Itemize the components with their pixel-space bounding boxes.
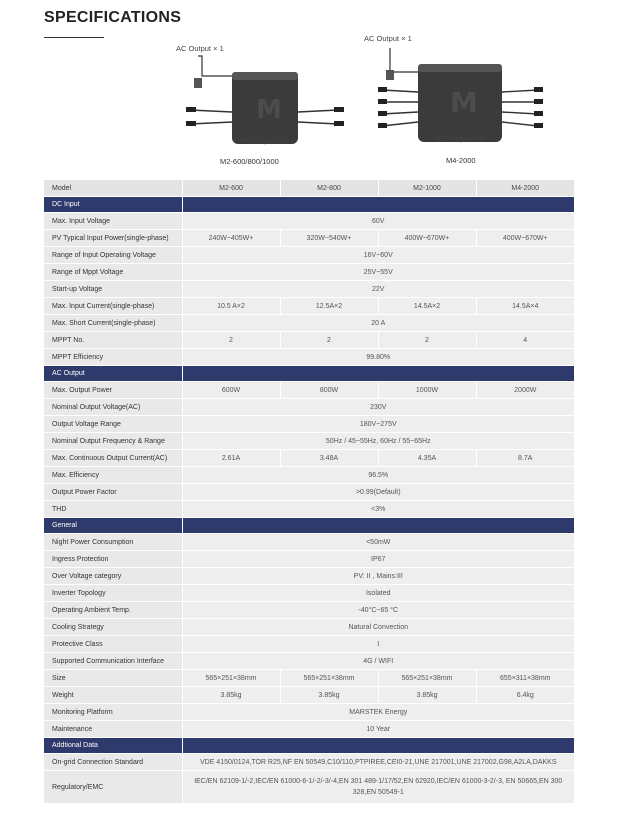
table-row — [44, 754, 574, 771]
spec-value: 25V~55V — [182, 264, 574, 281]
table-row — [44, 585, 574, 602]
spec-value: VDE 4150/0124,TOR R25,NF EN 50549,C10/110,PTPIREE,CEI0-21,UNE 217001,UNE 217002,G98,A2LA,DAKKS — [182, 754, 574, 771]
section-header — [44, 366, 574, 382]
table-row — [44, 670, 574, 687]
column-header-m2-1000: M2-1000 — [378, 180, 476, 197]
spec-value: 3.85kg — [280, 687, 378, 704]
spec-value: >0.99(Default) — [182, 484, 574, 501]
spec-value: 14.5A×4 — [476, 298, 574, 315]
spec-label: Output Voltage Range — [44, 416, 182, 433]
spec-value: 10 Year — [182, 721, 574, 738]
spec-label: Max. Continuous Output Current(AC) — [44, 450, 182, 467]
table-row — [44, 450, 574, 467]
column-header-model: Model — [44, 180, 182, 197]
spec-label: PV Typical Input Power(single-phase) — [44, 230, 182, 247]
section-band — [182, 738, 574, 754]
spec-value: 3.85kg — [378, 687, 476, 704]
table-row — [44, 349, 574, 366]
spec-label: MPPT No. — [44, 332, 182, 349]
spec-label: MPPT Efficiency — [44, 349, 182, 366]
product-caption: M4-2000 — [446, 156, 476, 165]
table-row — [44, 433, 574, 450]
spec-value: <50mW — [182, 534, 574, 551]
spec-value: <3% — [182, 501, 574, 518]
spec-label: Regulatory/EMC — [44, 771, 182, 804]
product-m4 — [360, 32, 560, 172]
spec-label: Weight — [44, 687, 182, 704]
spec-value: 2 — [378, 332, 476, 349]
spec-value: 96.5% — [182, 467, 574, 484]
spec-value: I — [182, 636, 574, 653]
table-row — [44, 332, 574, 349]
table-row — [44, 484, 574, 501]
spec-label: Supported Communication Interface — [44, 653, 182, 670]
table-row — [44, 687, 574, 704]
table-header-row — [44, 180, 574, 197]
table-row — [44, 602, 574, 619]
spec-value: IEC/EN 62109-1/-2,IEC/EN 61000-6-1/-2/-3/-4,EN 301 489-1/17/52,EN 62920,IEC/EN 61000-3-2/-3, EN 50665,EN 300 328,EN 50549-1 — [182, 771, 574, 804]
section-title: AC Output — [44, 366, 182, 382]
specifications-table — [44, 180, 574, 804]
section-header — [44, 518, 574, 534]
column-header-m4-2000: M4-2000 — [476, 180, 574, 197]
spec-label: Operating Ambient Temp. — [44, 602, 182, 619]
spec-label: Max. Input Voltage — [44, 213, 182, 230]
spec-value: 4G / WIFI — [182, 653, 574, 670]
spec-label: Range of Input Operating Voltage — [44, 247, 182, 264]
page-title: SPECIFICATIONS — [44, 9, 182, 26]
spec-value: -40°C~65 °C — [182, 602, 574, 619]
spec-value: 655×311×38mm — [476, 670, 574, 687]
table-row — [44, 399, 574, 416]
ac-output-label: AC Output × 1 — [176, 44, 224, 53]
section-title: General — [44, 518, 182, 534]
spec-value: 60V — [182, 213, 574, 230]
table-row — [44, 619, 574, 636]
table-row — [44, 264, 574, 281]
mc4-input-label: MC4 Input × 4 — [436, 134, 484, 143]
table-row — [44, 467, 574, 484]
section-header — [44, 738, 574, 754]
spec-label: Max. Output Power — [44, 382, 182, 399]
spec-value: 50Hz / 45~55Hz, 60Hz / 55~65Hz — [182, 433, 574, 450]
spec-value: 800W — [280, 382, 378, 399]
spec-label: Protective Class — [44, 636, 182, 653]
spec-value: 2 — [280, 332, 378, 349]
spec-value: 12.5A×2 — [280, 298, 378, 315]
spec-value: 2000W — [476, 382, 574, 399]
table-row — [44, 298, 574, 315]
table-row — [44, 771, 574, 804]
title-underline — [44, 37, 104, 38]
section-title: DC Input — [44, 197, 182, 213]
product-m2 — [160, 36, 360, 176]
spec-value: 400W~670W+ — [476, 230, 574, 247]
table-row — [44, 281, 574, 298]
table-row — [44, 501, 574, 518]
column-header-m2-800: M2-800 — [280, 180, 378, 197]
spec-label: Cooling Strategy — [44, 619, 182, 636]
table-row — [44, 213, 574, 230]
spec-value: PV: II , Mains:III — [182, 568, 574, 585]
spec-label: Over Voltage category — [44, 568, 182, 585]
ac-output-label: AC Output × 1 — [364, 34, 412, 43]
product-caption: M2-600/800/1000 — [220, 157, 279, 166]
inverter-m2-image — [160, 52, 360, 162]
section-band — [182, 366, 574, 382]
spec-value: 10.5 A×2 — [182, 298, 280, 315]
table-row — [44, 416, 574, 433]
spec-label: Max. Efficiency — [44, 467, 182, 484]
svg-text:M: M — [450, 86, 478, 119]
table-row — [44, 568, 574, 585]
spec-value: 565×251×38mm — [280, 670, 378, 687]
spec-value: 22V — [182, 281, 574, 298]
spec-label: Monitoring Platform — [44, 704, 182, 721]
spec-label: Ingress Protection — [44, 551, 182, 568]
table-row — [44, 653, 574, 670]
spec-value: 180V~275V — [182, 416, 574, 433]
mc4-input-label: MC4 Input × 2 — [240, 136, 288, 145]
spec-label: Max. Short Current(single-phase) — [44, 315, 182, 332]
table-row — [44, 247, 574, 264]
spec-value: 4.35A — [378, 450, 476, 467]
spec-label: Start-up Voltage — [44, 281, 182, 298]
spec-value: Isolated — [182, 585, 574, 602]
spec-value: 6.4kg — [476, 687, 574, 704]
table-row — [44, 551, 574, 568]
spec-label: Output Power Factor — [44, 484, 182, 501]
spec-value: 565×251×38mm — [378, 670, 476, 687]
spec-label: Maintenance — [44, 721, 182, 738]
table-row — [44, 315, 574, 332]
section-header — [44, 197, 574, 213]
svg-text:M: M — [256, 95, 282, 125]
section-band — [182, 197, 574, 213]
spec-value: 1000W — [378, 382, 476, 399]
spec-value: 320W~540W+ — [280, 230, 378, 247]
spec-label: Max. Input Current(single-phase) — [44, 298, 182, 315]
spec-value: 8.7A — [476, 450, 574, 467]
table-row — [44, 230, 574, 247]
spec-label: Inverter Topology — [44, 585, 182, 602]
spec-value: 16V~60V — [182, 247, 574, 264]
spec-label: Range of Mppt Voltage — [44, 264, 182, 281]
spec-value: 240W~405W+ — [182, 230, 280, 247]
spec-value: 565×251×38mm — [182, 670, 280, 687]
spec-value: 2.61A — [182, 450, 280, 467]
table-row — [44, 721, 574, 738]
spec-value: 400W~670W+ — [378, 230, 476, 247]
spec-value: 14.5A×2 — [378, 298, 476, 315]
specifications-table-body — [44, 180, 574, 804]
spec-value: 3.85kg — [182, 687, 280, 704]
section-title: Addtional Data — [44, 738, 182, 754]
column-header-m2-600: M2-600 — [182, 180, 280, 197]
table-row — [44, 534, 574, 551]
table-row — [44, 636, 574, 653]
spec-value: 230V — [182, 399, 574, 416]
spec-label: On-grid Connection Standard — [44, 754, 182, 771]
spec-label: THD — [44, 501, 182, 518]
spec-label: Size — [44, 670, 182, 687]
spec-value: 600W — [182, 382, 280, 399]
spec-value: 20 A — [182, 315, 574, 332]
spec-label: Night Power Consumption — [44, 534, 182, 551]
spec-value: 2 — [182, 332, 280, 349]
spec-label: Nominal Output Frequency & Range — [44, 433, 182, 450]
spec-value: Natural Convection — [182, 619, 574, 636]
spec-value: IP67 — [182, 551, 574, 568]
spec-label: Nominal Output Voltage(AC) — [44, 399, 182, 416]
section-band — [182, 518, 574, 534]
spec-value: MARSTEK Energy — [182, 704, 574, 721]
spec-value: 4 — [476, 332, 574, 349]
table-row — [44, 382, 574, 399]
spec-value: 99.80% — [182, 349, 574, 366]
spec-value: 3.48A — [280, 450, 378, 467]
table-row — [44, 704, 574, 721]
